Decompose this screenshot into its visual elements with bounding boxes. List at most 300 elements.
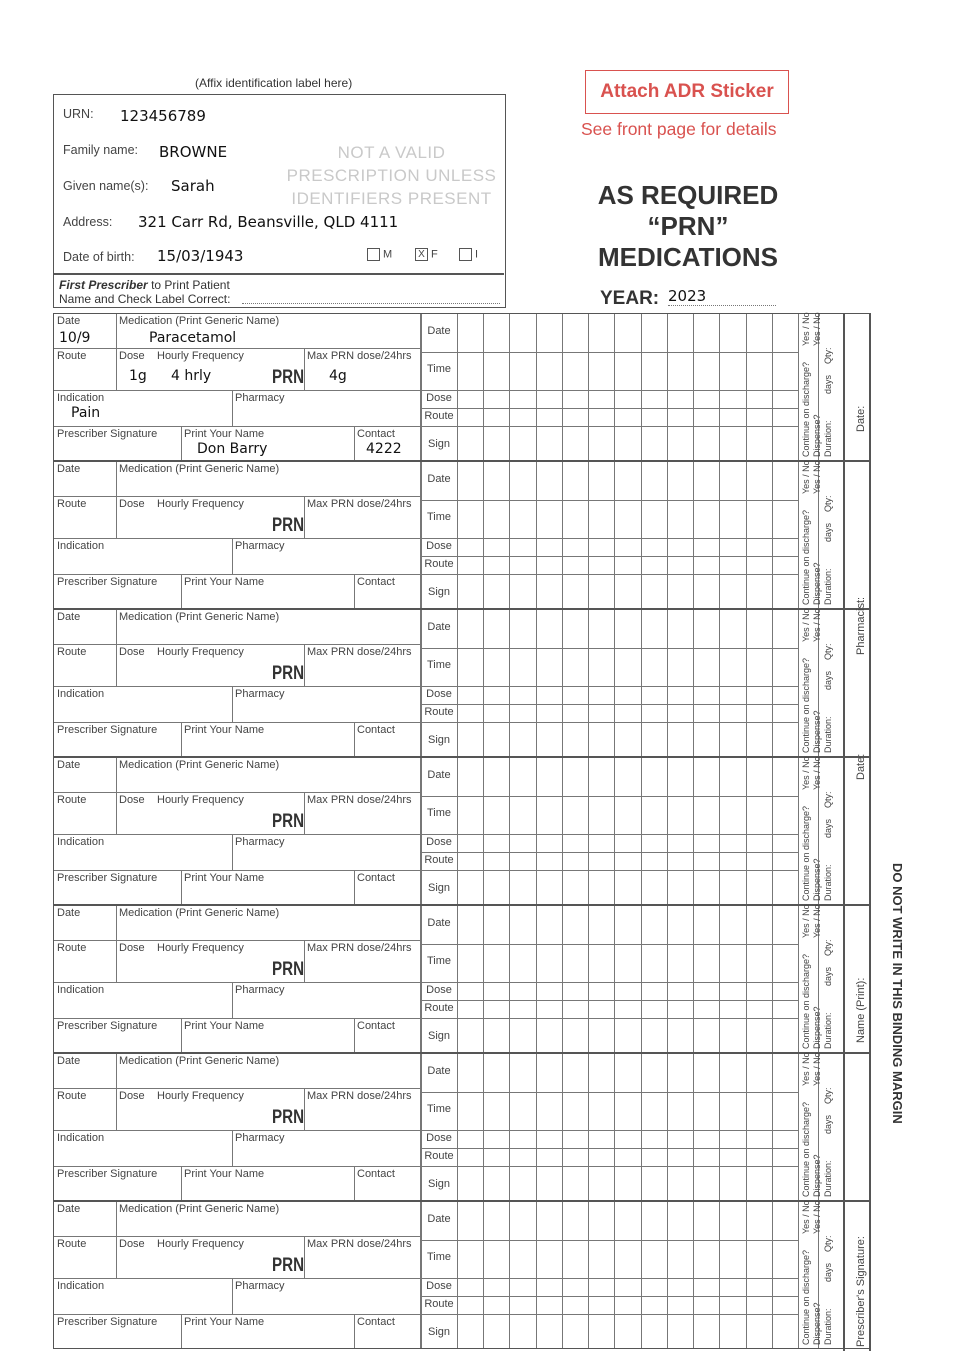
duration-label: Duration:: [823, 1160, 833, 1197]
administration-column[interactable]: [746, 758, 772, 904]
cell-line: [54, 1236, 421, 1237]
continue-on-discharge-label: Continue on discharge?: [801, 805, 811, 901]
prn-order-block: [53, 757, 870, 905]
urn-label: URN:: [63, 107, 94, 121]
admin-dose-row-label: Dose: [426, 1132, 452, 1144]
binding-margin-note: DO NOT WRITE IN THIS BINDING MARGIN: [890, 863, 905, 1124]
administration-column[interactable]: [641, 1202, 667, 1348]
administration-column[interactable]: [641, 1054, 667, 1200]
pharmacy-label: Pharmacy: [235, 836, 285, 848]
side-name-print-label: Name (Print):: [855, 977, 867, 1043]
print-name-label: Print Your Name: [184, 576, 265, 588]
administration-column[interactable]: [509, 906, 535, 1052]
administration-column[interactable]: [719, 906, 745, 1052]
admin-route-row-label: Route: [424, 854, 454, 866]
administration-column[interactable]: [693, 906, 719, 1052]
administration-column[interactable]: [509, 314, 535, 460]
address-label: Address:: [63, 215, 113, 229]
watermark-line: IDENTIFIERS PRESENT: [291, 189, 492, 208]
admin-route-row-label: Route: [424, 1002, 454, 1014]
route-label: Route: [57, 1090, 87, 1102]
administration-column[interactable]: [719, 462, 745, 608]
sex-female-option[interactable]: [415, 248, 438, 261]
indication-label: Indication: [57, 984, 105, 996]
administration-column[interactable]: [509, 462, 535, 608]
administration-column[interactable]: [562, 462, 588, 608]
administration-column[interactable]: [588, 314, 614, 460]
cell-line: [798, 758, 799, 904]
cell-line: [54, 644, 421, 645]
medication-label: Medication (Print Generic Name): [119, 907, 280, 919]
side-date2-label: Date:: [855, 753, 867, 780]
administration-column[interactable]: [746, 1202, 772, 1348]
days-label: days: [823, 1114, 833, 1134]
cell-line: [54, 834, 421, 835]
dispense-label: Dispense?: [812, 1006, 822, 1049]
hourly-frequency-label: Hourly Frequency: [157, 498, 244, 510]
side-pharmacist-label: Pharmacist:: [855, 596, 867, 655]
administration-column[interactable]: [562, 906, 588, 1052]
administration-column[interactable]: [667, 1054, 693, 1200]
cell-line: [232, 1130, 233, 1166]
admin-time-row-label: Time: [426, 511, 452, 523]
administration-column[interactable]: [457, 610, 483, 756]
admin-date-row-label: Date: [427, 769, 451, 781]
checkbox-female[interactable]: X: [415, 248, 428, 261]
first-prescriber-line2: Name and Check Label Correct:: [59, 292, 231, 306]
dose-label: Dose: [119, 794, 145, 806]
cell-line: [354, 1018, 355, 1052]
dose-field[interactable]: 1g: [129, 368, 147, 384]
cell-line: [798, 1202, 799, 1348]
prn-order-block: [53, 1201, 870, 1349]
continue-yes-no: Yes / No: [801, 756, 811, 790]
cell-line: [116, 610, 117, 686]
administration-column[interactable]: [772, 462, 798, 608]
contact-label: Contact: [357, 1020, 395, 1032]
administration-column[interactable]: [746, 906, 772, 1052]
admin-dose-row-label: Dose: [426, 688, 452, 700]
administration-column[interactable]: [614, 314, 640, 460]
qty-label: Qty:: [823, 643, 833, 660]
duration-label: Duration:: [823, 420, 833, 457]
administration-column[interactable]: [719, 314, 745, 460]
family-name-value[interactable]: BROWNE: [159, 143, 228, 161]
administration-column[interactable]: [772, 758, 798, 904]
year-value[interactable]: 2023: [668, 287, 776, 306]
prn-label: PRN: [272, 1107, 305, 1128]
administration-column[interactable]: [483, 1202, 509, 1348]
order-date-field[interactable]: 10/9: [59, 330, 91, 346]
administration-column[interactable]: [746, 314, 772, 460]
days-label: days: [823, 818, 833, 838]
checkbox-intersex[interactable]: [459, 248, 472, 261]
contact-field[interactable]: 4222: [366, 441, 402, 457]
administration-column[interactable]: [483, 314, 509, 460]
cell-line: [54, 1018, 421, 1019]
side-column-divider: [843, 313, 845, 1351]
administration-column[interactable]: [614, 610, 640, 756]
medication-field[interactable]: Paracetamol: [149, 330, 237, 346]
print-name-field[interactable]: Don Barry: [197, 441, 268, 457]
administration-column[interactable]: [614, 1054, 640, 1200]
administration-column[interactable]: [667, 314, 693, 460]
contact-label: Contact: [357, 724, 395, 736]
indication-label: Indication: [57, 688, 105, 700]
checkbox-male[interactable]: [367, 248, 380, 261]
route-label: Route: [57, 498, 87, 510]
cell-line: [232, 390, 233, 426]
divider: [54, 273, 504, 275]
admin-dose-row-label: Dose: [426, 1280, 452, 1292]
prescriber-signature-label: Prescriber Signature: [57, 428, 158, 440]
administration-column[interactable]: [509, 758, 535, 904]
administration-column[interactable]: [588, 462, 614, 608]
date-label: Date: [57, 315, 81, 327]
continue-yes-no: Yes / No: [801, 460, 811, 494]
affix-label: (Affix identification label here): [195, 76, 353, 90]
administration-column[interactable]: [641, 610, 667, 756]
prescriber-signature-label: Prescriber Signature: [57, 724, 158, 736]
max-dose-label: Max PRN dose/24hrs: [307, 1238, 412, 1250]
prescriber-signature-label: Prescriber Signature: [57, 872, 158, 884]
administration-column[interactable]: [483, 462, 509, 608]
indication-field[interactable]: Pain: [71, 405, 101, 421]
dispense-label: Dispense?: [812, 1302, 822, 1345]
cell-line: [304, 644, 305, 686]
title-line-2: “PRN”: [647, 211, 729, 241]
cell-line: [232, 538, 233, 574]
frequency-field[interactable]: 4 hrly: [171, 368, 212, 384]
medication-label: Medication (Print Generic Name): [119, 1055, 280, 1067]
dob-value[interactable]: 15/03/1943: [157, 247, 244, 265]
administration-column[interactable]: [667, 610, 693, 756]
administration-column[interactable]: [483, 610, 509, 756]
cell-line: [54, 792, 421, 793]
administration-column[interactable]: [588, 758, 614, 904]
cell-line: [798, 462, 799, 608]
administration-column[interactable]: [536, 1202, 562, 1348]
administration-column[interactable]: [536, 758, 562, 904]
route-label: Route: [57, 942, 87, 954]
admin-time-row-label: Time: [426, 807, 452, 819]
cell-line: [354, 574, 355, 608]
max-dose-label: Max PRN dose/24hrs: [307, 794, 412, 806]
duration-label: Duration:: [823, 1012, 833, 1049]
dispense-yes-no: Yes / No: [812, 608, 822, 642]
prescriber-signature-label: Prescriber Signature: [57, 1168, 158, 1180]
administration-column[interactable]: [641, 314, 667, 460]
administration-column[interactable]: [457, 758, 483, 904]
sex-male-option[interactable]: [367, 248, 392, 261]
administration-column[interactable]: [614, 758, 640, 904]
cell-line: [304, 348, 305, 390]
continue-yes-no: Yes / No: [801, 904, 811, 938]
cell-line: [181, 722, 182, 756]
watermark-line: PRESCRIPTION UNLESS: [286, 166, 497, 185]
pharmacy-label: Pharmacy: [235, 688, 285, 700]
side-prescriber-signature-label: Prescriber's Signature:: [855, 1236, 867, 1347]
admin-dose-row-label: Dose: [426, 984, 452, 996]
administration-column[interactable]: [562, 1202, 588, 1348]
administration-column[interactable]: [588, 906, 614, 1052]
medication-label: Medication (Print Generic Name): [119, 315, 280, 327]
admin-sign-row-label: Sign: [427, 1326, 451, 1338]
cell-line: [798, 906, 799, 1052]
cell-line: [116, 314, 117, 390]
administration-column[interactable]: [693, 314, 719, 460]
invalid-prescription-watermark: [279, 141, 504, 210]
prn-order-block: [53, 461, 870, 609]
administration-column[interactable]: [536, 462, 562, 608]
administration-column[interactable]: [772, 610, 798, 756]
administration-column[interactable]: [614, 906, 640, 1052]
sex-intersex-label: I: [475, 248, 479, 261]
days-label: days: [823, 374, 833, 394]
administration-column[interactable]: [509, 1054, 535, 1200]
address-value[interactable]: 321 Carr Rd, Beansville, QLD 4111: [138, 213, 399, 231]
max-dose-label: Max PRN dose/24hrs: [307, 350, 412, 362]
prn-label: PRN: [272, 367, 305, 388]
indication-label: Indication: [57, 540, 105, 552]
continue-yes-no: Yes / No: [801, 1200, 811, 1234]
hourly-frequency-label: Hourly Frequency: [157, 942, 244, 954]
dose-label: Dose: [119, 1090, 145, 1102]
administration-column[interactable]: [693, 1202, 719, 1348]
prn-label: PRN: [272, 515, 305, 536]
administration-column[interactable]: [693, 610, 719, 756]
administration-column[interactable]: [693, 758, 719, 904]
medication-label: Medication (Print Generic Name): [119, 759, 280, 771]
sex-intersex-option[interactable]: [459, 248, 478, 261]
administration-column[interactable]: [457, 1054, 483, 1200]
max-dose-label: Max PRN dose/24hrs: [307, 942, 412, 954]
admin-date-row-label: Date: [427, 1213, 451, 1225]
administration-column[interactable]: [483, 1054, 509, 1200]
continue-on-discharge-label: Continue on discharge?: [801, 361, 811, 457]
administration-column[interactable]: [746, 462, 772, 608]
administration-column[interactable]: [588, 610, 614, 756]
medication-label: Medication (Print Generic Name): [119, 463, 280, 475]
cell-line: [54, 1130, 421, 1131]
contact-label: Contact: [357, 1168, 395, 1180]
prn-order-block: [53, 313, 870, 461]
dose-label: Dose: [119, 646, 145, 658]
qty-label: Qty:: [823, 495, 833, 512]
administration-column[interactable]: [719, 610, 745, 756]
pharmacy-label: Pharmacy: [235, 392, 285, 404]
pharmacy-label: Pharmacy: [235, 540, 285, 552]
cell-line: [232, 982, 233, 1018]
prn-label: PRN: [272, 663, 305, 684]
administration-column[interactable]: [614, 1202, 640, 1348]
patient-id-box: [53, 94, 506, 308]
print-name-label: Print Your Name: [184, 1168, 265, 1180]
administration-column[interactable]: [719, 758, 745, 904]
max-dose-label: Max PRN dose/24hrs: [307, 498, 412, 510]
admin-date-row-label: Date: [427, 917, 451, 929]
admin-dose-row-label: Dose: [426, 392, 452, 404]
administration-column[interactable]: [667, 462, 693, 608]
admin-route-row-label: Route: [424, 1298, 454, 1310]
contact-label: Contact: [357, 872, 395, 884]
qty-label: Qty:: [823, 1087, 833, 1104]
administration-column[interactable]: [772, 906, 798, 1052]
dispense-yes-no: Yes / No: [812, 312, 822, 346]
cell-line: [116, 462, 117, 538]
administration-column[interactable]: [509, 610, 535, 756]
indication-label: Indication: [57, 1132, 105, 1144]
cell-line: [181, 1166, 182, 1200]
administration-column[interactable]: [746, 1054, 772, 1200]
title-line-1: AS REQUIRED: [597, 180, 779, 210]
prescriber-signature-label: Prescriber Signature: [57, 1316, 158, 1328]
sex-male-label: M: [383, 248, 393, 261]
administration-column[interactable]: [536, 906, 562, 1052]
administration-column[interactable]: [667, 906, 693, 1052]
hourly-frequency-label: Hourly Frequency: [157, 646, 244, 658]
qty-label: Qty:: [823, 939, 833, 956]
administration-column[interactable]: [693, 1054, 719, 1200]
admin-sign-row-label: Sign: [427, 734, 451, 746]
dispense-label: Dispense?: [812, 414, 822, 457]
admin-route-row-label: Route: [424, 706, 454, 718]
date-label: Date: [57, 463, 81, 475]
cell-line: [304, 1236, 305, 1278]
cell-line: [54, 348, 421, 349]
contact-label: Contact: [357, 1316, 395, 1328]
days-label: days: [823, 966, 833, 986]
administration-column[interactable]: [719, 1054, 745, 1200]
medication-label: Medication (Print Generic Name): [119, 611, 280, 623]
title-line-3: MEDICATIONS: [597, 242, 779, 272]
max-dose-label: Max PRN dose/24hrs: [307, 646, 412, 658]
adr-sticker-box[interactable]: Attach ADR Sticker: [585, 70, 789, 114]
qty-label: Qty:: [823, 791, 833, 808]
prn-label: PRN: [272, 1255, 305, 1276]
dispense-label: Dispense?: [812, 710, 822, 753]
administration-column[interactable]: [562, 758, 588, 904]
cell-line: [54, 940, 421, 941]
administration-column[interactable]: [588, 1054, 614, 1200]
administration-column[interactable]: [457, 462, 483, 608]
given-name-label: Given name(s):: [63, 179, 149, 193]
dispense-label: Dispense?: [812, 1154, 822, 1197]
cell-line: [304, 792, 305, 834]
admin-date-row-label: Date: [427, 325, 451, 337]
print-name-label: Print Your Name: [184, 428, 265, 440]
administration-column[interactable]: [719, 1202, 745, 1348]
admin-date-row-label: Date: [427, 473, 451, 485]
continue-yes-no: Yes / No: [801, 312, 811, 346]
administration-column[interactable]: [667, 758, 693, 904]
continue-yes-no: Yes / No: [801, 608, 811, 642]
administration-column[interactable]: [483, 758, 509, 904]
indication-label: Indication: [57, 1280, 105, 1292]
print-name-label: Print Your Name: [184, 1020, 265, 1032]
administration-column[interactable]: [562, 1054, 588, 1200]
cell-line: [54, 1166, 421, 1167]
administration-column[interactable]: [772, 1054, 798, 1200]
administration-column[interactable]: [588, 1202, 614, 1348]
hourly-frequency-label: Hourly Frequency: [157, 1238, 244, 1250]
administration-column[interactable]: [536, 610, 562, 756]
administration-column[interactable]: [641, 906, 667, 1052]
admin-time-row-label: Time: [426, 363, 452, 375]
days-label: days: [823, 522, 833, 542]
dispense-yes-no: Yes / No: [812, 756, 822, 790]
admin-time-row-label: Time: [426, 659, 452, 671]
administration-column[interactable]: [457, 1202, 483, 1348]
first-prescriber-note: [59, 278, 230, 306]
continue-on-discharge-label: Continue on discharge?: [801, 1101, 811, 1197]
cell-line: [116, 1202, 117, 1278]
indication-label: Indication: [57, 392, 105, 404]
admin-time-row-label: Time: [426, 955, 452, 967]
days-label: days: [823, 670, 833, 690]
cell-line: [354, 1314, 355, 1348]
cell-line: [354, 722, 355, 756]
administration-column[interactable]: [483, 906, 509, 1052]
dispense-yes-no: Yes / No: [812, 1200, 822, 1234]
given-name-value[interactable]: Sarah: [171, 177, 215, 195]
admin-route-row-label: Route: [424, 558, 454, 570]
administration-column[interactable]: [693, 462, 719, 608]
urn-value[interactable]: 123456789: [120, 107, 206, 125]
admin-dose-row-label: Dose: [426, 540, 452, 552]
administration-column[interactable]: [457, 906, 483, 1052]
administration-column[interactable]: [641, 462, 667, 608]
dose-label: Dose: [119, 942, 145, 954]
administration-column[interactable]: [536, 1054, 562, 1200]
duration-label: Duration:: [823, 568, 833, 605]
administration-column[interactable]: [457, 314, 483, 460]
administration-column[interactable]: [562, 314, 588, 460]
continue-on-discharge-label: Continue on discharge?: [801, 509, 811, 605]
qty-label: Qty:: [823, 347, 833, 364]
admin-sign-row-label: Sign: [427, 586, 451, 598]
hourly-frequency-label: Hourly Frequency: [157, 350, 244, 362]
route-label: Route: [57, 794, 87, 806]
cell-line: [304, 496, 305, 538]
admin-route-row-label: Route: [424, 410, 454, 422]
administration-column[interactable]: [509, 1202, 535, 1348]
duration-label: Duration:: [823, 1308, 833, 1345]
prescriber-check-line[interactable]: [242, 303, 500, 304]
cell-line: [54, 686, 421, 687]
sex-female-label: F: [431, 248, 438, 261]
administration-column[interactable]: [772, 314, 798, 460]
administration-column[interactable]: [746, 610, 772, 756]
prescriber-signature-label: Prescriber Signature: [57, 576, 158, 588]
side-column-edge: [869, 313, 871, 1351]
admin-time-row-label: Time: [426, 1251, 452, 1263]
max-dose-field[interactable]: 4g: [329, 368, 347, 384]
cell-line: [232, 686, 233, 722]
administration-column[interactable]: [641, 758, 667, 904]
prn-order-block: [53, 1053, 870, 1201]
prn-label: PRN: [272, 959, 305, 980]
indication-label: Indication: [57, 836, 105, 848]
dose-label: Dose: [119, 1238, 145, 1250]
administration-column[interactable]: [614, 462, 640, 608]
administration-column[interactable]: [772, 1202, 798, 1348]
print-name-label: Print Your Name: [184, 872, 265, 884]
cell-line: [54, 1314, 421, 1315]
administration-column[interactable]: [667, 1202, 693, 1348]
administration-column[interactable]: [536, 314, 562, 460]
administration-column[interactable]: [562, 610, 588, 756]
